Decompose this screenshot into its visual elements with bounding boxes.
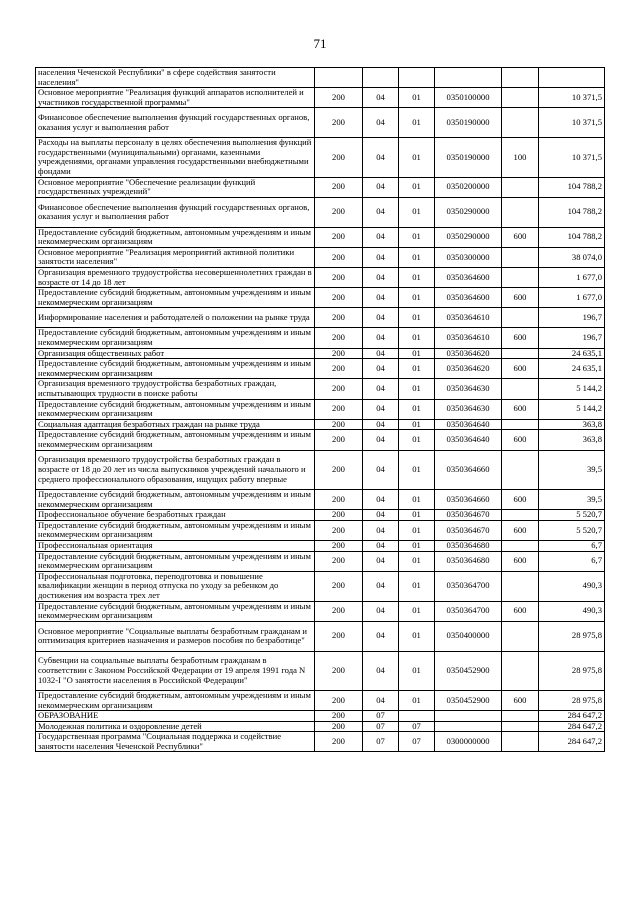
row-amount-cell: 363,8 [539, 430, 605, 450]
row-name-cell: Профессиональная ориентация [36, 540, 315, 551]
table-row [36, 197, 605, 227]
row-section-cell: 04 [363, 690, 399, 710]
row-name-cell: Организация временного трудоустройства безработных граждан в возрасте от 18 до 20 лет из числа выпускников учреждений начального и среднего профессионального образования, ищущих работу впервые [36, 450, 315, 489]
row-subsection-cell: 01 [399, 379, 435, 399]
row-admin-code-cell: 200 [315, 227, 363, 247]
row-admin-code-cell: 200 [315, 177, 363, 197]
row-target-article-cell: 0350364610 [435, 328, 502, 348]
row-admin-code-cell: 200 [315, 267, 363, 287]
row-target-article-cell: 0350364600 [435, 288, 502, 308]
row-admin-code-cell: 200 [315, 732, 363, 752]
row-target-article-cell: 0350364670 [435, 520, 502, 540]
row-amount-cell: 284 647,2 [539, 732, 605, 752]
row-admin-code-cell: 200 [315, 308, 363, 328]
row-subsection-cell: 01 [399, 430, 435, 450]
row-subsection-cell: 01 [399, 551, 435, 571]
row-expense-type-cell: 600 [502, 551, 539, 571]
row-name-cell: Профессиональная подготовка, переподготовка и повышение квалификации женщин в период отпуска по уходу за ребенком до достижения им возраста трех лет [36, 571, 315, 601]
row-section-cell: 04 [363, 419, 399, 430]
row-expense-type-cell: 600 [502, 359, 539, 379]
row-admin-code-cell: 200 [315, 419, 363, 430]
table-row [36, 450, 605, 489]
row-subsection-cell: 01 [399, 348, 435, 359]
row-target-article-cell: 0350364670 [435, 510, 502, 521]
row-name-cell: Молодежная политика и оздоровление детей [36, 721, 315, 732]
row-admin-code-cell: 200 [315, 328, 363, 348]
row-subsection-cell: 01 [399, 520, 435, 540]
row-section-cell: 04 [363, 108, 399, 138]
row-subsection-cell: 01 [399, 419, 435, 430]
row-name-cell: Предоставление субсидий бюджетным, автономным учреждениям и иным некоммерческим организациям [36, 690, 315, 710]
table-row [36, 138, 605, 177]
row-name-cell: Профессиональное обучение безработных граждан [36, 510, 315, 521]
table-row [36, 247, 605, 267]
row-expense-type-cell [502, 711, 539, 722]
row-subsection-cell: 07 [399, 721, 435, 732]
table-row [36, 308, 605, 328]
row-section-cell: 04 [363, 430, 399, 450]
row-name-cell: Организация общественных работ [36, 348, 315, 359]
row-target-article-cell: 0350364640 [435, 419, 502, 430]
row-admin-code-cell: 200 [315, 621, 363, 651]
row-subsection-cell: 01 [399, 399, 435, 419]
row-amount-cell: 196,7 [539, 308, 605, 328]
row-admin-code-cell: 200 [315, 247, 363, 267]
row-section-cell: 04 [363, 227, 399, 247]
row-amount-cell: 104 788,2 [539, 177, 605, 197]
row-name-cell: Основное мероприятие "Социальные выплаты безработным гражданам и оптимизация критериев назначения и размеров пособия по безработице" [36, 621, 315, 651]
row-expense-type-cell [502, 308, 539, 328]
row-expense-type-cell: 100 [502, 138, 539, 177]
row-target-article-cell: 0350200000 [435, 177, 502, 197]
row-name-cell: ОБРАЗОВАНИЕ [36, 711, 315, 722]
row-subsection-cell: 01 [399, 359, 435, 379]
row-name-cell: Основное мероприятие "Обеспечение реализации функций государственных учреждений" [36, 177, 315, 197]
row-subsection-cell: 01 [399, 450, 435, 489]
row-target-article-cell [435, 721, 502, 732]
table-row [36, 328, 605, 348]
budget-table-body [36, 68, 605, 752]
row-section-cell: 04 [363, 571, 399, 601]
row-name-cell: Предоставление субсидий бюджетным, автономным учреждениям и иным некоммерческим организациям [36, 288, 315, 308]
row-expense-type-cell: 600 [502, 601, 539, 621]
row-expense-type-cell [502, 510, 539, 521]
row-expense-type-cell [502, 732, 539, 752]
row-expense-type-cell: 600 [502, 227, 539, 247]
row-name-cell: Предоставление субсидий бюджетным, автономным учреждениям и иным некоммерческим организациям [36, 551, 315, 571]
row-amount-cell: 28 975,8 [539, 621, 605, 651]
row-name-cell: Расходы на выплаты персоналу в целях обеспечения выполнения функций государственными (муниципальными) органами, казенными учреждениями, органами управления государственными внебюджетными фондами [36, 138, 315, 177]
row-target-article-cell: 0350364660 [435, 490, 502, 510]
row-target-article-cell: 0300000000 [435, 732, 502, 752]
row-section-cell: 04 [363, 138, 399, 177]
row-subsection-cell: 01 [399, 328, 435, 348]
row-subsection-cell: 01 [399, 308, 435, 328]
row-subsection-cell: 01 [399, 540, 435, 551]
row-target-article-cell: 0350364680 [435, 540, 502, 551]
row-subsection-cell: 01 [399, 690, 435, 710]
row-expense-type-cell [502, 571, 539, 601]
table-row [36, 721, 605, 732]
row-section-cell: 04 [363, 621, 399, 651]
row-admin-code-cell: 200 [315, 721, 363, 732]
row-section-cell: 04 [363, 651, 399, 690]
row-amount-cell: 24 635,1 [539, 348, 605, 359]
row-amount-cell: 10 371,5 [539, 108, 605, 138]
row-expense-type-cell: 600 [502, 399, 539, 419]
row-name-cell: Субвенции на социальные выплаты безработным гражданам в соответствии с Законом Российской Федерации от 19 апреля 1991 года N 1032-I "О занятости населения в Российской Федерации" [36, 651, 315, 690]
row-admin-code-cell: 200 [315, 288, 363, 308]
row-expense-type-cell: 600 [502, 288, 539, 308]
row-name-cell: Организация временного трудоустройства безработных граждан, испытывающих трудности в поиске работы [36, 379, 315, 399]
table-row [36, 430, 605, 450]
row-name-cell: Социальная адаптация безработных граждан на рынке труда [36, 419, 315, 430]
row-admin-code-cell: 200 [315, 601, 363, 621]
row-subsection-cell: 01 [399, 510, 435, 521]
row-admin-code-cell: 200 [315, 711, 363, 722]
row-amount-cell: 490,3 [539, 601, 605, 621]
row-subsection-cell: 01 [399, 490, 435, 510]
table-row [36, 540, 605, 551]
row-target-article-cell: 0350100000 [435, 88, 502, 108]
row-target-article-cell: 0350364640 [435, 430, 502, 450]
row-amount-cell: 284 647,2 [539, 711, 605, 722]
row-section-cell: 04 [363, 510, 399, 521]
row-amount-cell: 39,5 [539, 450, 605, 489]
row-admin-code-cell: 200 [315, 651, 363, 690]
row-amount-cell: 10 371,5 [539, 88, 605, 108]
row-name-cell: Предоставление субсидий бюджетным, автономным учреждениям и иным некоммерческим организациям [36, 359, 315, 379]
table-row [36, 711, 605, 722]
row-admin-code-cell: 200 [315, 490, 363, 510]
row-section-cell: 04 [363, 399, 399, 419]
row-amount-cell: 38 074,0 [539, 247, 605, 267]
row-expense-type-cell [502, 621, 539, 651]
table-row [36, 419, 605, 430]
row-amount-cell: 5 144,2 [539, 379, 605, 399]
row-amount-cell: 5 144,2 [539, 399, 605, 419]
row-section-cell: 04 [363, 490, 399, 510]
row-admin-code-cell: 200 [315, 520, 363, 540]
row-admin-code-cell: 200 [315, 108, 363, 138]
row-amount-cell: 490,3 [539, 571, 605, 601]
row-subsection-cell: 01 [399, 621, 435, 651]
row-section-cell: 04 [363, 197, 399, 227]
row-amount-cell: 6,7 [539, 540, 605, 551]
row-amount-cell: 5 520,7 [539, 520, 605, 540]
row-subsection-cell: 01 [399, 651, 435, 690]
row-subsection-cell: 01 [399, 177, 435, 197]
row-section-cell: 07 [363, 721, 399, 732]
row-expense-type-cell [502, 108, 539, 138]
row-amount-cell: 284 647,2 [539, 721, 605, 732]
row-expense-type-cell [502, 177, 539, 197]
row-section-cell: 04 [363, 450, 399, 489]
row-name-cell: Организация временного трудоустройства несовершеннолетних граждан в возрасте от 14 до 18 лет [36, 267, 315, 287]
row-admin-code-cell: 200 [315, 450, 363, 489]
row-amount-cell: 196,7 [539, 328, 605, 348]
row-name-cell: Предоставление субсидий бюджетным, автономным учреждениям и иным некоммерческим организациям [36, 490, 315, 510]
budget-table [35, 67, 605, 752]
table-row [36, 227, 605, 247]
row-target-article-cell: 0350290000 [435, 197, 502, 227]
row-admin-code-cell: 200 [315, 348, 363, 359]
table-row [36, 379, 605, 399]
row-target-article-cell: 0350364630 [435, 379, 502, 399]
row-expense-type-cell [502, 540, 539, 551]
row-name-cell: Предоставление субсидий бюджетным, автономным учреждениям и иным некоммерческим организациям [36, 520, 315, 540]
row-name-cell: Информирование населения и работодателей о положении на рынке труда [36, 308, 315, 328]
row-section-cell: 04 [363, 288, 399, 308]
row-amount-cell: 363,8 [539, 419, 605, 430]
row-subsection-cell: 07 [399, 732, 435, 752]
table-row [36, 88, 605, 108]
row-name-cell: Финансовое обеспечение выполнения функций государственных органов, оказания услуг и выполнения работ [36, 108, 315, 138]
row-section-cell: 04 [363, 88, 399, 108]
row-target-article-cell: 0350190000 [435, 108, 502, 138]
row-section-cell: 04 [363, 359, 399, 379]
row-amount-cell: 5 520,7 [539, 510, 605, 521]
row-amount-cell: 1 677,0 [539, 267, 605, 287]
row-expense-type-cell: 600 [502, 328, 539, 348]
row-expense-type-cell [502, 247, 539, 267]
table-row [36, 68, 605, 88]
table-row [36, 571, 605, 601]
row-target-article-cell [435, 711, 502, 722]
row-section-cell: 04 [363, 601, 399, 621]
row-amount-cell: 104 788,2 [539, 227, 605, 247]
row-expense-type-cell: 600 [502, 490, 539, 510]
table-row [36, 551, 605, 571]
row-subsection-cell: 01 [399, 227, 435, 247]
row-target-article-cell: 0350364610 [435, 308, 502, 328]
row-name-cell: Предоставление субсидий бюджетным, автономным учреждениям и иным некоммерческим организациям [36, 601, 315, 621]
row-section-cell: 04 [363, 328, 399, 348]
row-section-cell [363, 68, 399, 88]
table-row [36, 490, 605, 510]
row-expense-type-cell: 600 [502, 520, 539, 540]
row-target-article-cell: 0350300000 [435, 247, 502, 267]
row-name-cell: Предоставление субсидий бюджетным, автономным учреждениям и иным некоммерческим организациям [36, 227, 315, 247]
table-row [36, 621, 605, 651]
row-target-article-cell: 0350364700 [435, 571, 502, 601]
row-subsection-cell: 01 [399, 138, 435, 177]
row-target-article-cell: 0350400000 [435, 621, 502, 651]
row-target-article-cell: 0350452900 [435, 651, 502, 690]
row-amount-cell: 28 975,8 [539, 690, 605, 710]
row-name-cell: Государственная программа "Социальная поддержка и содействие занятости населения Чеченской Республики" [36, 732, 315, 752]
row-admin-code-cell: 200 [315, 510, 363, 521]
table-row [36, 359, 605, 379]
row-expense-type-cell: 600 [502, 690, 539, 710]
row-amount-cell: 104 788,2 [539, 197, 605, 227]
row-amount-cell: 10 371,5 [539, 138, 605, 177]
row-expense-type-cell [502, 348, 539, 359]
row-target-article-cell: 0350364620 [435, 348, 502, 359]
row-name-cell: Основное мероприятие "Реализация функций аппаратов исполнителей и участников государственной программы" [36, 88, 315, 108]
row-name-cell: Основное мероприятие "Реализация мероприятий активной политики занятости населения" [36, 247, 315, 267]
row-name-cell: населения Чеченской Республики" в сфере содействия занятости населения" [36, 68, 315, 88]
row-admin-code-cell [315, 68, 363, 88]
table-row [36, 177, 605, 197]
row-target-article-cell: 0350364630 [435, 399, 502, 419]
row-expense-type-cell [502, 68, 539, 88]
row-subsection-cell: 01 [399, 571, 435, 601]
row-name-cell: Предоставление субсидий бюджетным, автономным учреждениям и иным некоммерческим организациям [36, 430, 315, 450]
row-expense-type-cell [502, 450, 539, 489]
table-row [36, 732, 605, 752]
table-row [36, 288, 605, 308]
row-admin-code-cell: 200 [315, 138, 363, 177]
table-row [36, 690, 605, 710]
row-section-cell: 04 [363, 348, 399, 359]
row-admin-code-cell: 200 [315, 551, 363, 571]
table-row [36, 601, 605, 621]
row-name-cell: Предоставление субсидий бюджетным, автономным учреждениям и иным некоммерческим организациям [36, 399, 315, 419]
row-target-article-cell: 0350364700 [435, 601, 502, 621]
row-section-cell: 07 [363, 732, 399, 752]
row-amount-cell: 6,7 [539, 551, 605, 571]
row-expense-type-cell [502, 267, 539, 287]
row-target-article-cell: 0350290000 [435, 227, 502, 247]
row-subsection-cell: 01 [399, 108, 435, 138]
row-amount-cell: 28 975,8 [539, 651, 605, 690]
row-expense-type-cell [502, 651, 539, 690]
row-expense-type-cell [502, 379, 539, 399]
table-row [36, 108, 605, 138]
row-section-cell: 07 [363, 711, 399, 722]
row-admin-code-cell: 200 [315, 430, 363, 450]
row-section-cell: 04 [363, 379, 399, 399]
table-row [36, 651, 605, 690]
row-name-cell: Предоставление субсидий бюджетным, автономным учреждениям и иным некоммерческим организациям [36, 328, 315, 348]
table-row [36, 510, 605, 521]
row-target-article-cell: 0350364600 [435, 267, 502, 287]
table-row [36, 267, 605, 287]
row-section-cell: 04 [363, 177, 399, 197]
row-amount-cell: 1 677,0 [539, 288, 605, 308]
row-subsection-cell: 01 [399, 197, 435, 227]
row-admin-code-cell: 200 [315, 359, 363, 379]
row-expense-type-cell [502, 88, 539, 108]
row-subsection-cell: 01 [399, 288, 435, 308]
row-amount-cell: 24 635,1 [539, 359, 605, 379]
row-subsection-cell: 01 [399, 601, 435, 621]
row-target-article-cell: 0350364620 [435, 359, 502, 379]
row-admin-code-cell: 200 [315, 379, 363, 399]
page-number: 71 [313, 36, 327, 51]
row-admin-code-cell: 200 [315, 571, 363, 601]
row-section-cell: 04 [363, 540, 399, 551]
row-admin-code-cell: 200 [315, 197, 363, 227]
row-expense-type-cell [502, 197, 539, 227]
row-expense-type-cell [502, 721, 539, 732]
row-section-cell: 04 [363, 247, 399, 267]
row-amount-cell [539, 68, 605, 88]
row-section-cell: 04 [363, 267, 399, 287]
row-target-article-cell: 0350452900 [435, 690, 502, 710]
row-amount-cell: 39,5 [539, 490, 605, 510]
table-row [36, 520, 605, 540]
row-admin-code-cell: 200 [315, 399, 363, 419]
row-expense-type-cell [502, 419, 539, 430]
row-subsection-cell: 01 [399, 267, 435, 287]
row-target-article-cell: 0350190000 [435, 138, 502, 177]
row-subsection-cell: 01 [399, 88, 435, 108]
row-section-cell: 04 [363, 520, 399, 540]
table-row [36, 399, 605, 419]
row-admin-code-cell: 200 [315, 88, 363, 108]
row-subsection-cell [399, 68, 435, 88]
table-row [36, 348, 605, 359]
row-section-cell: 04 [363, 308, 399, 328]
row-expense-type-cell: 600 [502, 430, 539, 450]
row-subsection-cell: 01 [399, 247, 435, 267]
row-admin-code-cell: 200 [315, 690, 363, 710]
row-target-article-cell: 0350364660 [435, 450, 502, 489]
row-section-cell: 04 [363, 551, 399, 571]
row-name-cell: Финансовое обеспечение выполнения функций государственных органов, оказания услуг и выполнения работ [36, 197, 315, 227]
row-target-article-cell: 0350364680 [435, 551, 502, 571]
row-subsection-cell [399, 711, 435, 722]
row-admin-code-cell: 200 [315, 540, 363, 551]
row-target-article-cell [435, 68, 502, 88]
